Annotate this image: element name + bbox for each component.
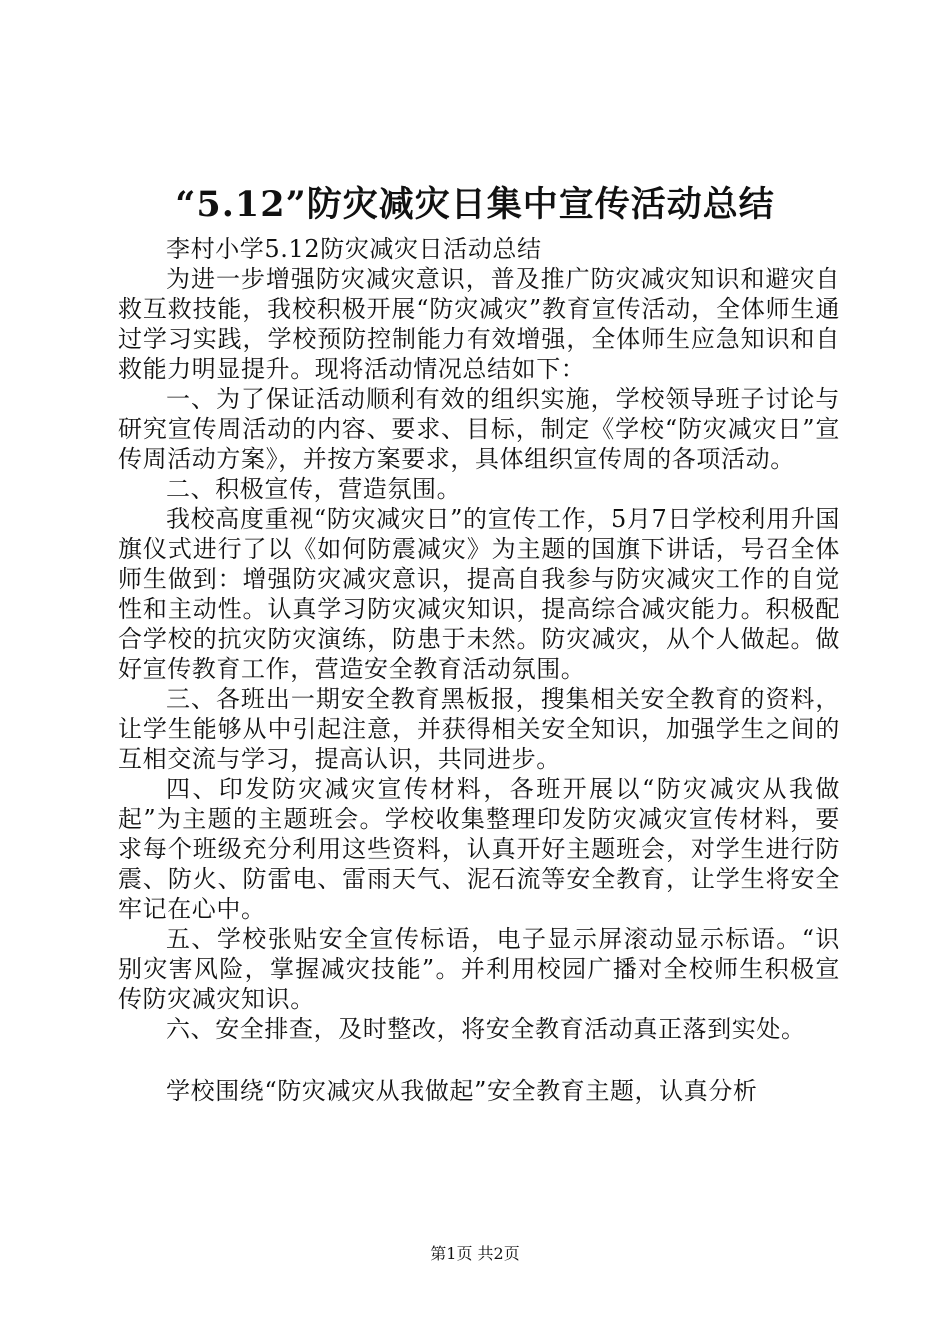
paragraph-intro: 为进一步增强防灾减灾意识，普及推广防灾减灾知识和避灾自救互救技能，我校积极开展“防灾减灾”教育宣传活动，全体师生通过学习实践，学校预防控制能力有效增强，全体师生应急知识和自救能力明显提升。现将活动情况总结如下：: [118, 265, 840, 383]
page-number-footer: 第1页 共2页: [430, 1244, 520, 1263]
paragraph-section-3: 三、各班出一期安全教育黑板报，搜集相关安全教育的资料，让学生能够从中引起注意，并获得相关安全知识，加强学生之间的互相交流与学习，提高认识，共同进步。: [118, 685, 840, 773]
document-body: [118, 234, 840, 1106]
paragraph-section-1: 一、为了保证活动顺利有效的组织实施，学校领导班子讨论与研究宣传周活动的内容、要求、目标，制定《学校“防灾减灾日”宣传周活动方案》，并按方案要求，具体组织宣传周的各项活动。: [118, 385, 840, 473]
paragraph-subtitle: 李村小学5.12防灾减灾日活动总结: [166, 235, 542, 263]
document-title: “5.12”防灾减灾日集中宣传活动总结: [175, 184, 775, 225]
paragraph-section-4: 四、印发防灾减灾宣传材料，各班开展以“防灾减灾从我做起”为主题的主题班会。学校收集整理印发防灾减灾宣传材料，要求每个班级充分利用这些资料，认真开好主题班会，对学生进行防震、防火、防雷电、雷雨天气、泥石流等安全教育，让学生将安全牢记在心中。: [118, 775, 840, 923]
paragraph-continuation: 学校围绕“防灾减灾从我做起”安全教育主题，认真分析: [166, 1077, 758, 1105]
paragraph-section-5: 五、学校张贴安全宣传标语，电子显示屏滚动显示标语。“识别灾害风险，掌握减灾技能”。并利用校园广播对全校师生积极宣传防灾减灾知识。: [118, 925, 840, 1013]
paragraph-section-2-heading: 二、积极宣传，营造氛围。: [166, 475, 462, 503]
paragraph-section-2-body: 我校高度重视“防灾减灾日”的宣传工作，5月7日学校利用升国旗仪式进行了以《如何防震减灾》为主题的国旗下讲话，号召全体师生做到：增强防灾减灾意识，提高自我参与防灾减灾工作的自觉性和主动性。认真学习防灾减灾知识，提高综合减灾能力。积极配合学校的抗灾防灾演练，防患于未然。防灾减灾，从个人做起。做好宣传教育工作，营造安全教育活动氛围。: [118, 505, 840, 683]
paragraph-section-6: 六、安全排查，及时整改，将安全教育活动真正落到实处。: [166, 1015, 806, 1043]
